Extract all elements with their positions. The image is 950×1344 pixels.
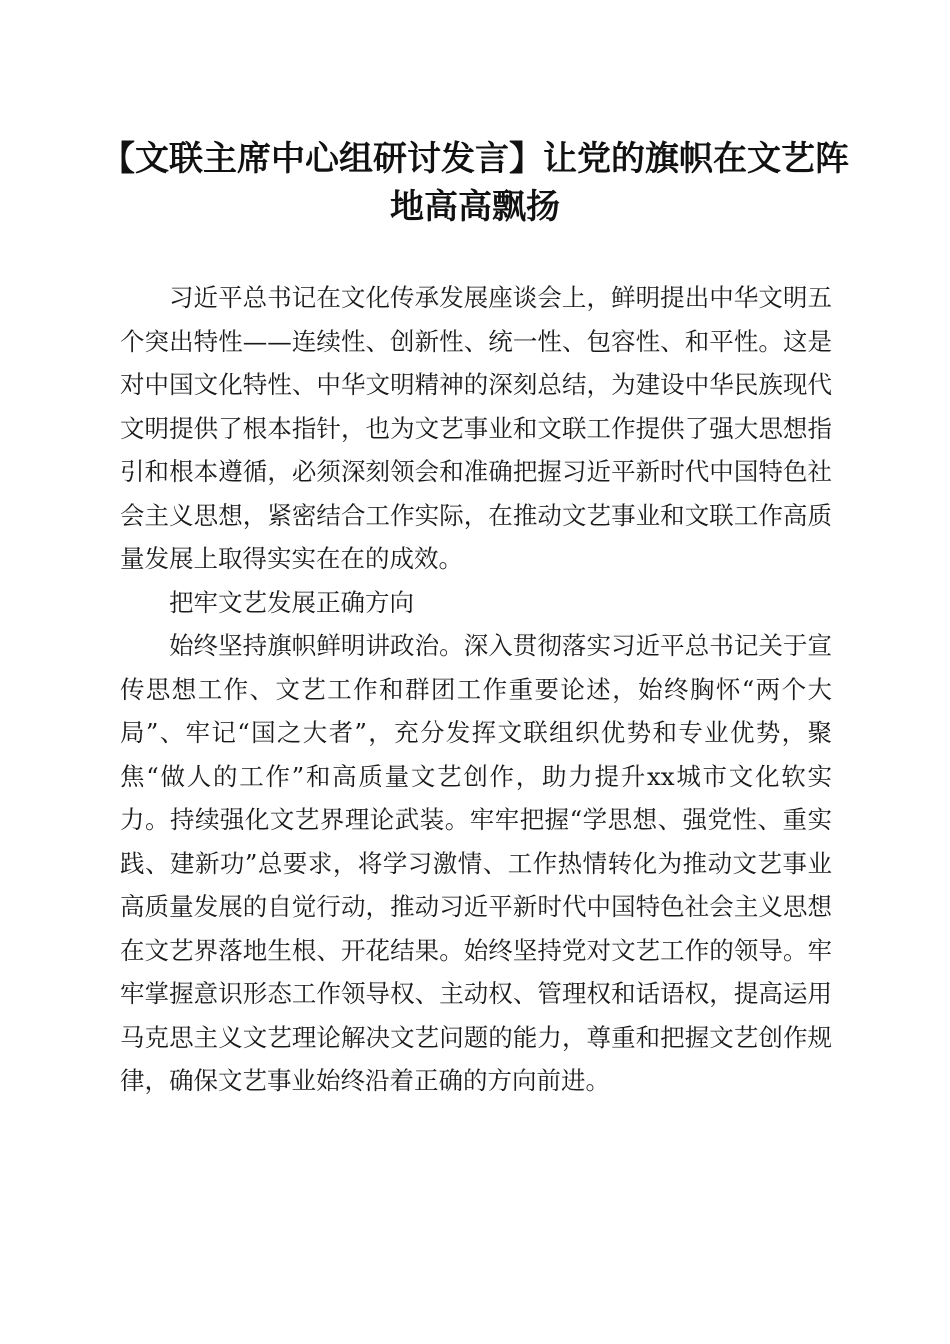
document-title: 【文联主席中心组研讨发言】让党的旗帜在文艺阵地高高飘扬 — [101, 139, 849, 227]
body-paragraph: 始终坚持旗帜鲜明讲政治。深入贯彻落实习近平总书记关于宣传思想工作、文艺工作和群团工作重要论述，始终胸怀“两个大局”、牢记“国之大者”，充分发挥文联组织优势和专业优势，聚焦“做人的工作”和高质量文艺创作，助力提升xx城市文化软实力。持续强化文艺界理论武装。牢牢把握“学思想、强党性、重实践、建新功”总要求，将学习激情、工作热情转化为推动文艺事业高质量发展的自觉行动，推动习近平新时代中国特色社会主义思想在文艺界落地生根、开花结果。始终坚持党对文艺工作的领导。牢牢掌握意识形态工作领导权、主动权、管理权和话语权，提高运用马克思主义文艺理论解决文艺问题的能力，尊重和把握文艺创作规律，确保文艺事业始终沿着正确的方向前进。 — [120, 631, 832, 1095]
body-paragraph: 习近平总书记在文化传承发展座谈会上，鲜明提出中华文明五个突出特性——连续性、创新性、统一性、包容性、和平性。这是对中国文化特性、中华文明精神的深刻总结，为建设中华民族现代文明提供了根本指针，也为文艺事业和文联工作提供了强大思想指引和根本遵循，必须深刻领会和准确把握习近平新时代中国特色社会主义思想，紧密结合工作实际，在推动文艺事业和文联工作高质量发展上取得实实在在的成效。 — [120, 283, 832, 573]
section-heading: 把牢文艺发展正确方向 — [169, 587, 414, 617]
document-body — [120, 276, 832, 1103]
